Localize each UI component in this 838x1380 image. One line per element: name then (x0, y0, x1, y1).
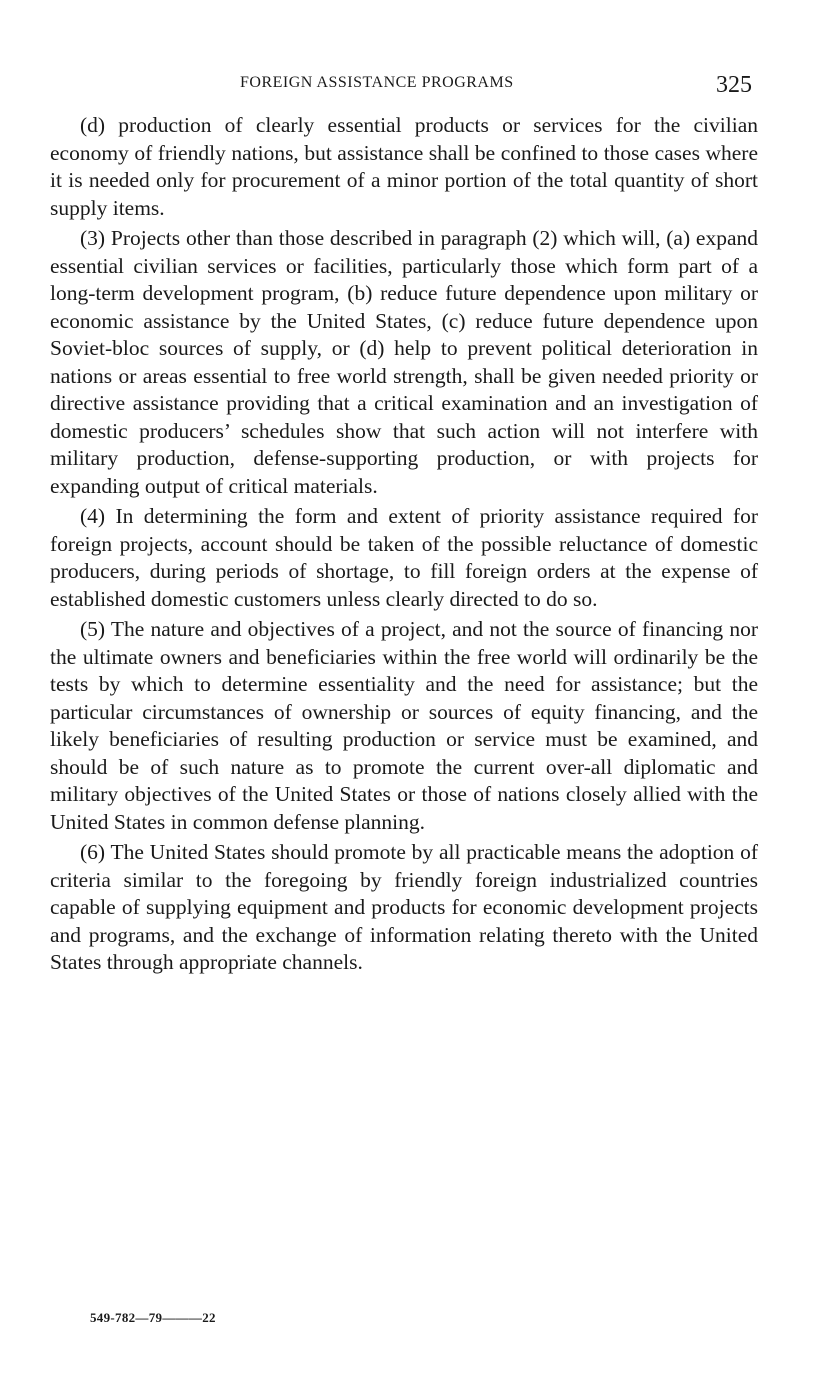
page-number: 325 (716, 72, 752, 98)
paragraph-6-criteria-promotion: (6) The United States should promote by all practicable means the adoption of criteria similar to the foregoing by friendly foreign industrialized countries capable of supplying equipment and products for economic development projects and programs, and the exchange of information relating thereto with the United States through appropriate channels. (50, 840, 758, 974)
body-text (50, 112, 758, 977)
print-code: 549-782—79———22 (90, 1310, 216, 1325)
running-title: FOREIGN ASSISTANCE PROGRAMS (240, 74, 514, 91)
paragraph-d-production: (d) production of clearly essential products or services for the civilian economy of friendly nations, but assistance shall be confined to those cases where it is needed only for procurement of a minor portion of the total quantity of short supply items. (50, 113, 758, 220)
paragraph-3-projects: (3) Projects other than those described in paragraph (2) which will, (a) expand essential civilian services or facilities, particularly those which form part of a long-term development program, (b) reduce future dependence upon military or economic assistance by the United States, (c) reduce future dependence upon Soviet-bloc sources of supply, or (d) help to prevent political deterioration in nations or areas essential to free world strength, shall be given needed priority or directive assistance providing that a critical examination and an investigation of domestic producers’ schedules show that such action will not interfere with military production, defense-supporting production, or with projects for expanding output of critical materials. (50, 226, 758, 498)
paragraph-4-priority-assistance: (4) In determining the form and extent of priority assistance required for foreign projects, account should be taken of the possible reluctance of domestic producers, during periods of shortage, to fill foreign orders at the expense of established domestic customers unless clearly directed to do so. (50, 504, 758, 611)
paragraph-5-nature-objectives: (5) The nature and objectives of a project, and not the source of financing nor the ultimate owners and beneficiaries within the free world will ordinarily be the tests by which to determine essentiality and the need for assistance; but the particular circumstances of ownership or sources of equity financing, and the likely beneficiaries of resulting production or service must be examined, and should be of such nature as to promote the current over-all diplomatic and military objectives of the United States or those of nations closely allied with the United States in common defense planning. (50, 617, 758, 834)
